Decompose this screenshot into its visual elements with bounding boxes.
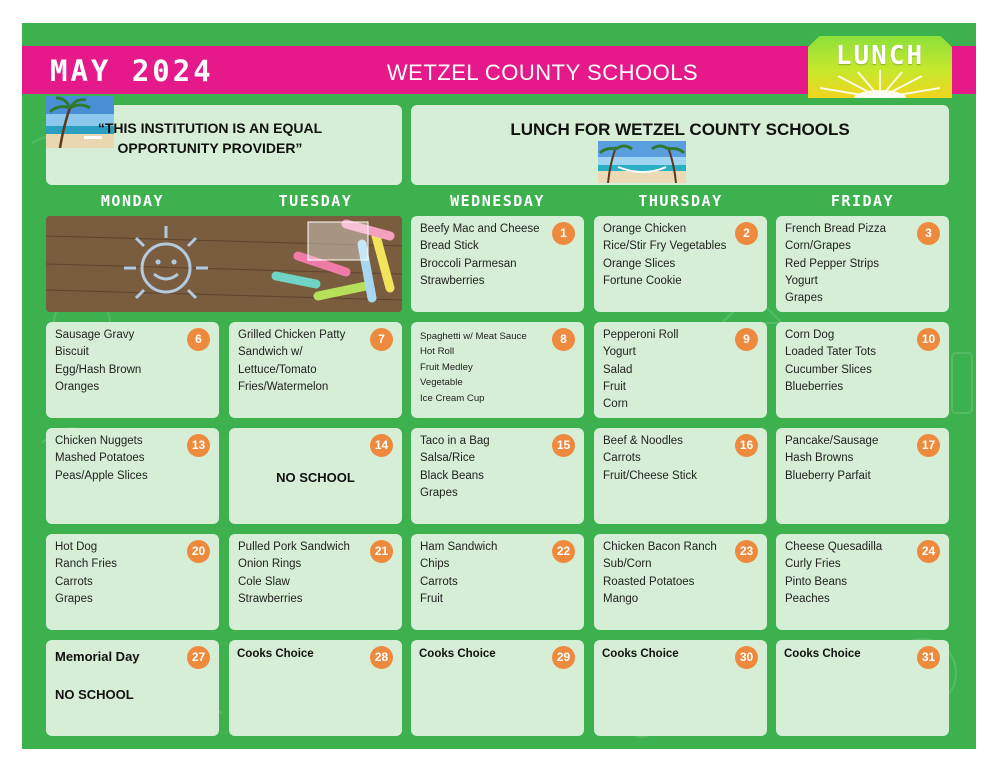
menu-item: Fruit [603,380,626,393]
menu-items [603,221,733,290]
menu-item: Corn [603,398,628,411]
date-number-badge: 6 [187,328,210,351]
no-school-note: NO SCHOOL [276,470,355,485]
day-cell-may-27 [46,640,219,736]
menu-item: Beef & Noodles [603,435,683,447]
menu-item: Chicken Nuggets [55,435,143,447]
menu-item: Peaches [785,592,830,605]
day-cell-may-3 [776,216,949,312]
date-number-badge: 8 [552,328,575,351]
date-number-badge: 28 [370,646,393,669]
menu-item: Onion Rings [238,558,302,571]
day-cell-may-23 [594,534,767,630]
menu-item: Fortune Cookie [603,274,682,287]
menu-item: Vegetable [420,377,463,389]
menu-item: Pulled Pork Sandwich [238,541,350,553]
menu-item: Black Beans [420,469,484,482]
date-number-badge: 13 [187,434,210,457]
date-number-badge: 23 [735,540,758,563]
menu-item: Salad [603,363,633,376]
menu-item: Cucumber Slices [785,363,872,376]
date-number-badge: 16 [735,434,758,457]
day-cell-may-10 [776,322,949,418]
day-cell-may-7 [229,322,402,418]
menu-item: Grilled Chicken Patty [238,329,346,341]
menu-item: Fruit Medley [420,361,473,373]
menu-item: Peas/Apple Slices [55,469,148,482]
menu-item: Grapes [785,292,823,305]
day-header-tuesday: TUESDAY [278,192,353,210]
day-cell-may-14 [229,428,402,524]
menu-item: Blueberries [785,380,844,393]
date-number-badge: 21 [370,540,393,563]
menu-item: Sausage Gravy [55,329,135,341]
menu-item: Strawberries [238,592,303,605]
day-cell-may-30 [594,640,767,736]
day-cell-may-20 [46,534,219,630]
menu-item: Sandwich w/ [238,346,303,359]
chalk-drawing-icon [46,216,402,312]
menu-item: Cole Slaw [238,575,290,588]
day-cell-may-6 [46,322,219,418]
day-header-thursday: THURSDAY [638,192,723,210]
day-cell-may-16 [594,428,767,524]
menu-item: Corn Dog [785,329,835,341]
date-number-badge: 22 [552,540,575,563]
menu-item: Pinto Beans [785,575,848,588]
menu-item: Carrots [55,575,93,588]
date-number-badge: 10 [917,328,940,351]
day-cell-may-17 [776,428,949,524]
cooks-choice-note: Cooks Choice [237,648,314,660]
day-cell-may-21 [229,534,402,630]
menu-item: Loaded Tater Tots [785,346,877,359]
day-header-friday: FRIDAY [830,192,895,210]
date-number-badge: 29 [552,646,575,669]
chalk-sun-photo [46,216,402,312]
menu-item: Carrots [420,575,458,588]
menu-items [420,221,550,290]
menu-item: Grapes [420,486,458,499]
holiday-title: Memorial Day [55,649,140,664]
menu-item: Broccoli Parmesan [420,257,517,270]
lunch-badge-label: LUNCH [835,41,925,71]
menu-items [238,539,368,608]
date-number-badge: 17 [917,434,940,457]
menu-item: French Bread Pizza [785,223,886,235]
menu-item: Corn/Grapes [785,240,851,253]
menu-item: Rice/Stir Fry Vegetables [603,240,727,253]
menu-item: Hot Roll [420,346,455,358]
day-cell-may-29 [411,640,584,736]
menu-items [603,433,733,485]
menu-item: Chicken Bacon Ranch [603,541,717,553]
month-title: MAY 2024 [50,54,214,88]
menu-item: Lettuce/Tomato [238,363,317,376]
menu-item: Curly Fries [785,558,841,571]
day-cell-may-13 [46,428,219,524]
menu-item: Egg/Hash Brown [55,363,142,376]
menu-items [785,221,915,307]
menu-item: Roasted Potatoes [603,575,695,588]
menu-item: Fruit/Cheese Stick [603,469,697,482]
menu-item: Hot Dog [55,541,98,553]
menu-items [785,327,915,396]
menu-items [420,539,550,608]
menu-item: Mashed Potatoes [55,452,145,465]
date-number-badge: 24 [917,540,940,563]
menu-item: Orange Chicken [603,223,687,235]
menu-item: Pancake/Sausage [785,435,879,447]
date-number-badge: 14 [370,434,393,457]
menu-item: Orange Slices [603,257,676,270]
date-number-badge: 31 [917,646,940,669]
day-cell-may-24 [776,534,949,630]
menu-item: Sub/Corn [603,558,652,571]
date-number-badge: 20 [187,540,210,563]
menu-item: Hash Browns [785,452,854,465]
menu-items [238,327,368,396]
menu-items [55,539,185,608]
cooks-choice-note: Cooks Choice [419,648,496,660]
menu-item: Fruit [420,592,443,605]
menu-items [55,433,185,485]
menu-items [420,433,550,502]
day-cell-may-9 [594,322,767,418]
day-cell-may-1 [411,216,584,312]
date-number-badge: 9 [735,328,758,351]
menu-item: Biscuit [55,346,89,359]
menu-item: Grapes [55,592,93,605]
menu-item: Yogurt [603,346,636,359]
menu-item: Cheese Quesadilla [785,541,883,553]
day-header-wednesday: WEDNESDAY [450,192,545,210]
cooks-choice-note: Cooks Choice [784,648,861,660]
menu-items [420,329,550,406]
menu-items [55,327,185,396]
menu-item: Strawberries [420,274,485,287]
menu-item: Yogurt [785,274,818,287]
menu-item: Pepperoni Roll [603,329,679,341]
day-cell-may-15 [411,428,584,524]
menu-item: Mango [603,592,639,605]
day-cell-may-28 [229,640,402,736]
menu-item: Bread Stick [420,240,479,253]
menu-item: Carrots [603,452,641,465]
beach-hammock-icon [598,141,686,183]
menu-items [603,539,733,608]
menu-item: Salsa/Rice [420,452,475,465]
date-number-badge: 3 [917,222,940,245]
equal-opportunity-statement: “THIS INSTITUTION IS AN EQUAL OPPORTUNITY PROVIDER” [97,120,323,156]
menu-item: Ham Sandwich [420,541,498,553]
menu-item: Fries/Watermelon [238,380,329,393]
day-cell-may-31 [776,640,949,736]
day-cell-may-22 [411,534,584,630]
date-number-badge: 1 [552,222,575,245]
menu-item: Oranges [55,380,100,393]
lunch-title: LUNCH FOR WETZEL COUNTY SCHOOLS [510,120,850,139]
beach-photo-center [598,141,686,183]
menu-item: Chips [420,558,450,571]
menu-item: Ranch Fries [55,558,117,571]
menu-item: Ice Cream Cup [420,392,485,404]
menu-items [785,539,915,608]
menu-item: Red Pepper Strips [785,257,879,270]
menu-items [603,327,733,413]
date-number-badge: 7 [370,328,393,351]
menu-item: Beefy Mac and Cheese [420,223,540,235]
no-school-note: NO SCHOOL [55,687,134,702]
day-cell-may-8 [411,322,584,418]
date-number-badge: 15 [552,434,575,457]
menu-items [785,433,915,485]
date-number-badge: 30 [735,646,758,669]
district-name: WETZEL COUNTY SCHOOLS [386,60,699,85]
menu-item: Taco in a Bag [420,435,490,447]
menu-item: Blueberry Parfait [785,469,871,482]
date-number-badge: 2 [735,222,758,245]
date-number-badge: 27 [187,646,210,669]
day-cell-may-2 [594,216,767,312]
cooks-choice-note: Cooks Choice [602,648,679,660]
menu-item: Spaghetti w/ Meat Sauce [420,331,527,342]
day-header-monday: MONDAY [100,192,165,210]
